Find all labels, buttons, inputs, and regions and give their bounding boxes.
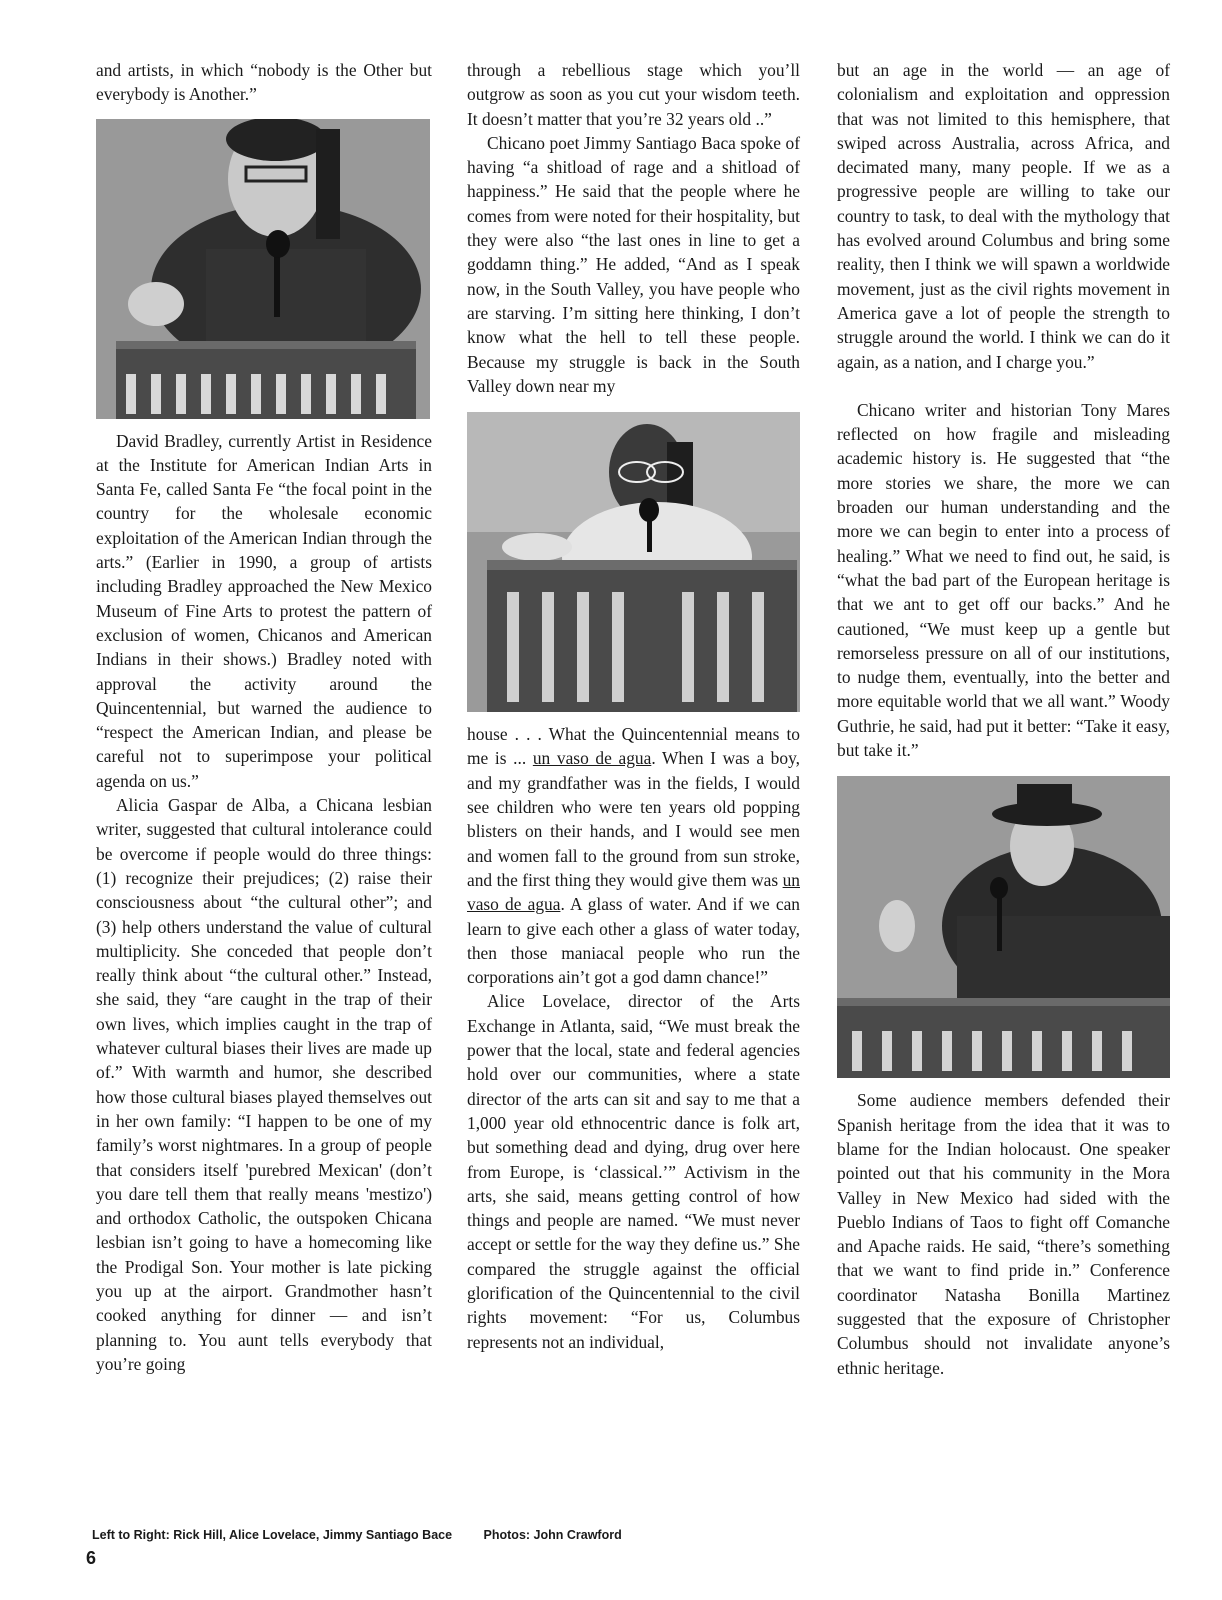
- paragraph-opening: and artists, in which “nobody is the Other but everybody is Another.”: [96, 60, 432, 105]
- underlined-phrase: un vaso de agua: [467, 869, 800, 915]
- paragraph-lovelace: Alice Lovelace, director of the Arts Exchange in Atlanta, said, “We must break the power that the local, state and federal agencies hold over our communities, where a state director of the arts can sit and say to me that a 1,000 year old ethnocentric dance is folk art, but something dead and dying, drug over here from Europe, is ‘classical.’” Activism in the arts, she said, means getting control of how things and people are named. “We must never accept or settle for the way they define us.” She compared the struggle against the official glorification of the Quincentennial to the civil rights movement: “For us, Columbus represents not an individual,: [467, 991, 800, 1352]
- page-number: 6: [86, 1548, 97, 1568]
- paragraph-audience: Some audience members defended their Spanish heritage from the idea that it was to blame for the Indian holocaust. One speaker pointed out that his community in the Mora Valley in New Mexico had sided with the Pueblo Indians of Taos to fight off Comanche and Apache raids. He said, “there’s something that we want to find pride in.” Conference coordinator Natasha Bonilla Martinez suggested that the exposure of Christopher Columbus should not invalidate anyone’s ethnic heritage.: [837, 1090, 1170, 1378]
- paragraph-mares: Chicano writer and historian Tony Mares reflected on how fragile and misleading academic history is. He suggested that “the more stories we share, the more we can broaden our human understanding and the more we can begin to enter into a process of healing.” What we need to find out, he said, is “what the bad part of the European heritage is that we ant to get off our backs.” And he cautioned, “We must keep up a gentle but remorseless pressure on all of our institutions, to nudge them, eventually, into the better and more equitable world that we all want.” Woody Guthrie, he said, had put it better: “Take it easy, but take it.”: [837, 399, 1170, 761]
- underlined-phrase: un vaso de agua: [532, 748, 652, 769]
- photo-jimmy-santiago-baca: [837, 776, 1170, 1078]
- text-segment: . A glass of water. And if we can learn to give each other a glass of water today, then those maniacal people who run the corporations ain’t got a god damn chance!”: [467, 894, 800, 988]
- photo-credit: Photos: John Crawford: [483, 1528, 622, 1542]
- column-3: [837, 58, 1170, 1380]
- column-2: [467, 58, 800, 1354]
- column-1: [96, 58, 432, 1376]
- caption-names: Left to Right: Rick Hill, Alice Lovelace, Jimmy Santiago Bace: [92, 1528, 453, 1542]
- paragraph-bradley: David Bradley, currently Artist in Residence at the Institute for American Indian Arts in Santa Fe, called Santa Fe “the focal point in the country for the wholesale economic exploitation of the American Indian through the arts.” (Earlier in 1990, a group of artists including Bradley approached the New Mexico Museum of Fine Arts to protest the pattern of exclusion of women, Chicanos and American Indians in their shows.) Bradley noted with approval the activity around the Quincentennial, but warned the audience to “respect the American Indian, and please be careful not to superimpose your political agenda on us.”: [96, 430, 432, 791]
- photo-rick-hill: [96, 119, 430, 419]
- paragraph-baca-continued: [467, 722, 800, 989]
- photo-caption: [92, 1528, 792, 1542]
- paragraph-alicia-gaspar-de-alba: Alicia Gaspar de Alba, a Chicana lesbian writer, suggested that cultural intolerance could be overcome if people would do three things: (1) recognize their prejudices; (2) raise their consciousness about “the cultural other”; and (3) help others understand the value of cultural multiplicity. She conceded that people don’t really think about “the cultural other.” Instead, she said, they “are caught in the trap of their own lives, which implies caught in the trap of whatever cultural biases their lives are made up of.” With warmth and humor, she described how those cultural biases played themselves out in her own family: “I happen to be one of my family’s worst nightmares. In a group of people that considers itself 'purebred Mexican' (don’t you dare tell them that really means 'mestizo') and orthodox Catholic, the outspoken Chicana lesbian isn’t going to have a homecoming like the Prodigal Son. Your mother is late picking you up at the airport. Grandmother hasn’t cooked anything for dinner — and isn’t planning to. You aunt tells everybody that you’re going: [96, 795, 432, 1374]
- paragraph-continued: through a rebellious stage which you’ll outgrow as soon as you cut your wisdom teeth. It doesn’t matter that you’re 32 years old ..”: [467, 60, 800, 129]
- paragraph-baca: Chicano poet Jimmy Santiago Baca spoke of having “a shitload of rage and a shitload of happiness.” He said that the people where he comes from were noted for their hospitality, but they were also “the last ones in line to get a goddamn thing.” He added, “And as I speak now, in the South Valley, you have people who are starving. I’m sitting here thinking, I don’t know what the hell to tell these people. Because my struggle is back in the South Valley down near my: [467, 132, 800, 396]
- paragraph-continued: but an age in the world — an age of colonialism and exploitation and oppression that was not limited to this hemisphere, that swiped across Australia, across Africa, and decimated many, many people. If we as a progressive people are willing to take our country to task, to deal with the mythology that has evolved around Columbus and bring some reality, then I think we will spawn a worldwide movement, just as the civil rights movement in America gave a lot of people the strength to struggle around the world. I think we can do it again, as a nation, and I charge you.”: [837, 60, 1170, 372]
- text-segment: . When I was a boy, and my grandfather was in the fields, I would see children who were ten years old popping blisters on their hands, and I would see men and women fall to the ground from sun stroke, and the first thing they would give them was: [467, 748, 800, 890]
- photo-alice-lovelace: [467, 412, 800, 712]
- text-segment: house . . . What the Quincentennial means to me is ...: [467, 724, 800, 769]
